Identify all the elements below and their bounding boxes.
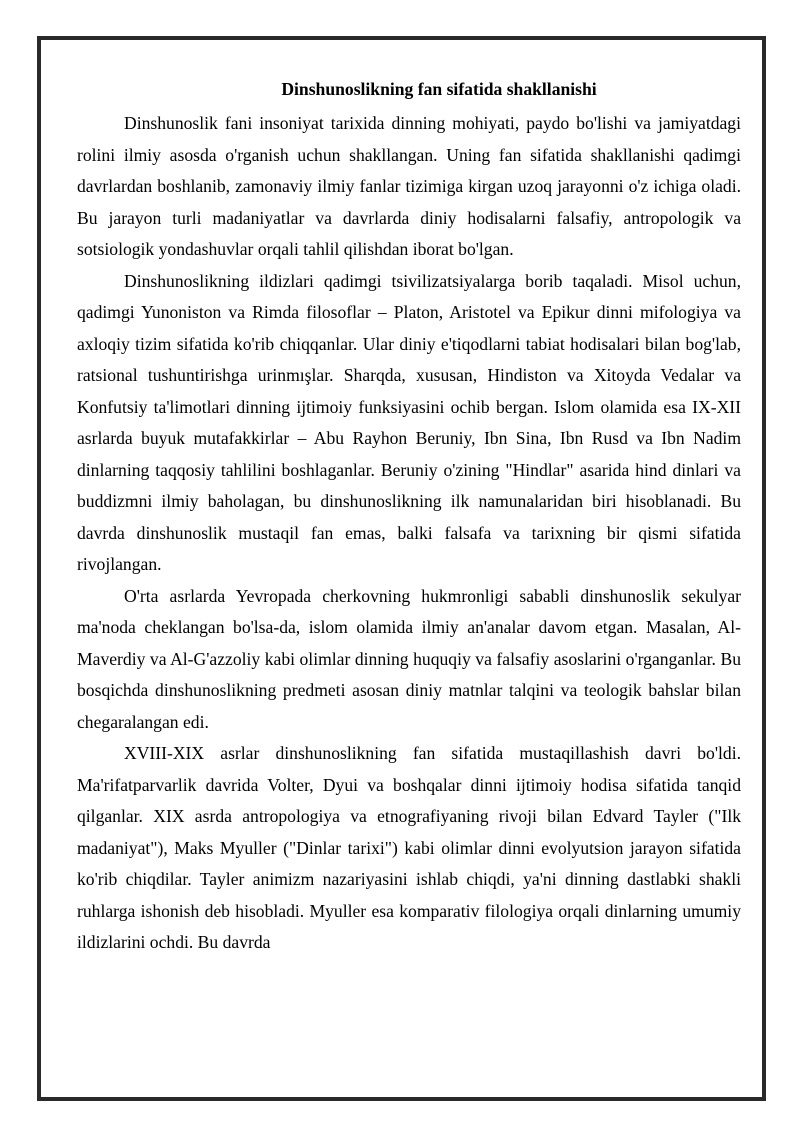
paragraph-1: Dinshunoslik fani insoniyat tarixida dinning mohiyati, paydo bo'lishi va jamiyatdagi rolini ilmiy asosda o'rganish uchun shakllangan. Uning fan sifatida shakllanishi qadimgi davrlardan boshlanib, zamonaviy ilmiy fanlar tizimiga kirgan uzoq jarayonni o'z ichiga oladi. Bu jarayon turli madaniyatlar va davrlarda diniy hodisalarni falsafiy, antropologik va sotsiologik yondashuvlar orqali tahlil qilishdan iborat bo'lgan. [77,113,741,259]
paragraph-3: O'rta asrlarda Yevropada cherkovning hukmronligi sababli dinshunoslik sekulyar ma'noda cheklangan bo'lsa-da, islom olamida ilmiy an'analar davom etgan. Masalan, Al-Maverdiy va Al-G'azzoliy kabi olimlar dinning huquqiy va falsafiy asoslarini o'rganganlar. Bu bosqichda dinshunoslikning predmeti asosan diniy matnlar talqini va teologik bahslar bilan chegaralangan edi. [77,585,741,732]
document-body [77,108,741,959]
paragraph-4: XVIII-XIX asrlar dinshunoslikning fan sifatida mustaqillashish davri bo'ldi. Ma'rifatparvarlik davrida Volter, Dyui va boshqalar dinni ijtimoiy hodisa sifatida tanqid qilganlar. XIX asrda antropologiya va etnografiyaning rivoji bilan Edvard Tayler ("Ilk madaniyat"), Maks Myuller ("Dinlar tarixi") kabi olimlar dinni evolyutsion jarayon sifatida ko'rib chiqdilar. Tayler animizm nazariyasini ishlab chiqdi, ya'ni dinning dastlabki shakli ruhlarga ishonish deb hisobladi. Myuller esa komparativ filologiya orqali dinlarning umumiy ildizlarini ochdi. Bu davrda [77,743,741,952]
document-title: Dinshunoslikning fan sifatida shakllanishi [281,79,597,99]
paragraph-2: Dinshunoslikning ildizlari qadimgi tsivilizatsiyalarga borib taqaladi. Misol uchun, qadimgi Yunoniston va Rimda filosoflar – Platon, Aristotel va Epikur dinni mifologiya va axloqiy tizim sifatida ko'rib chiqqanlar. Ular diniy e'tiqodlarni tabiat hodisalari bilan bog'lab, ratsional tushuntirishga urinmışlar. Sharqda, xususan, Hindiston va Xitoyda Vedalar va Konfutsiy ta'limotlari dinning ijtimoiy funksiyasini ochib bergan. Islom olamida esa IX-XII asrlarda buyuk mutafakkirlar – Abu Rayhon Beruniy, Ibn Sina, Ibn Rusd va Ibn Nadim dinlarning taqqosiy tahlilini boshlaganlar. Beruniy o'zining "Hindlar" asarida hind dinlari va buddizmni ilmiy baholagan, bu dinshunoslikning ilk namunalaridan biri hisoblanadi. Bu davrda dinshunoslik mustaqil fan emas, balki falsafa va tarixning bir qismi sifatida rivojlangan. [77,270,741,574]
